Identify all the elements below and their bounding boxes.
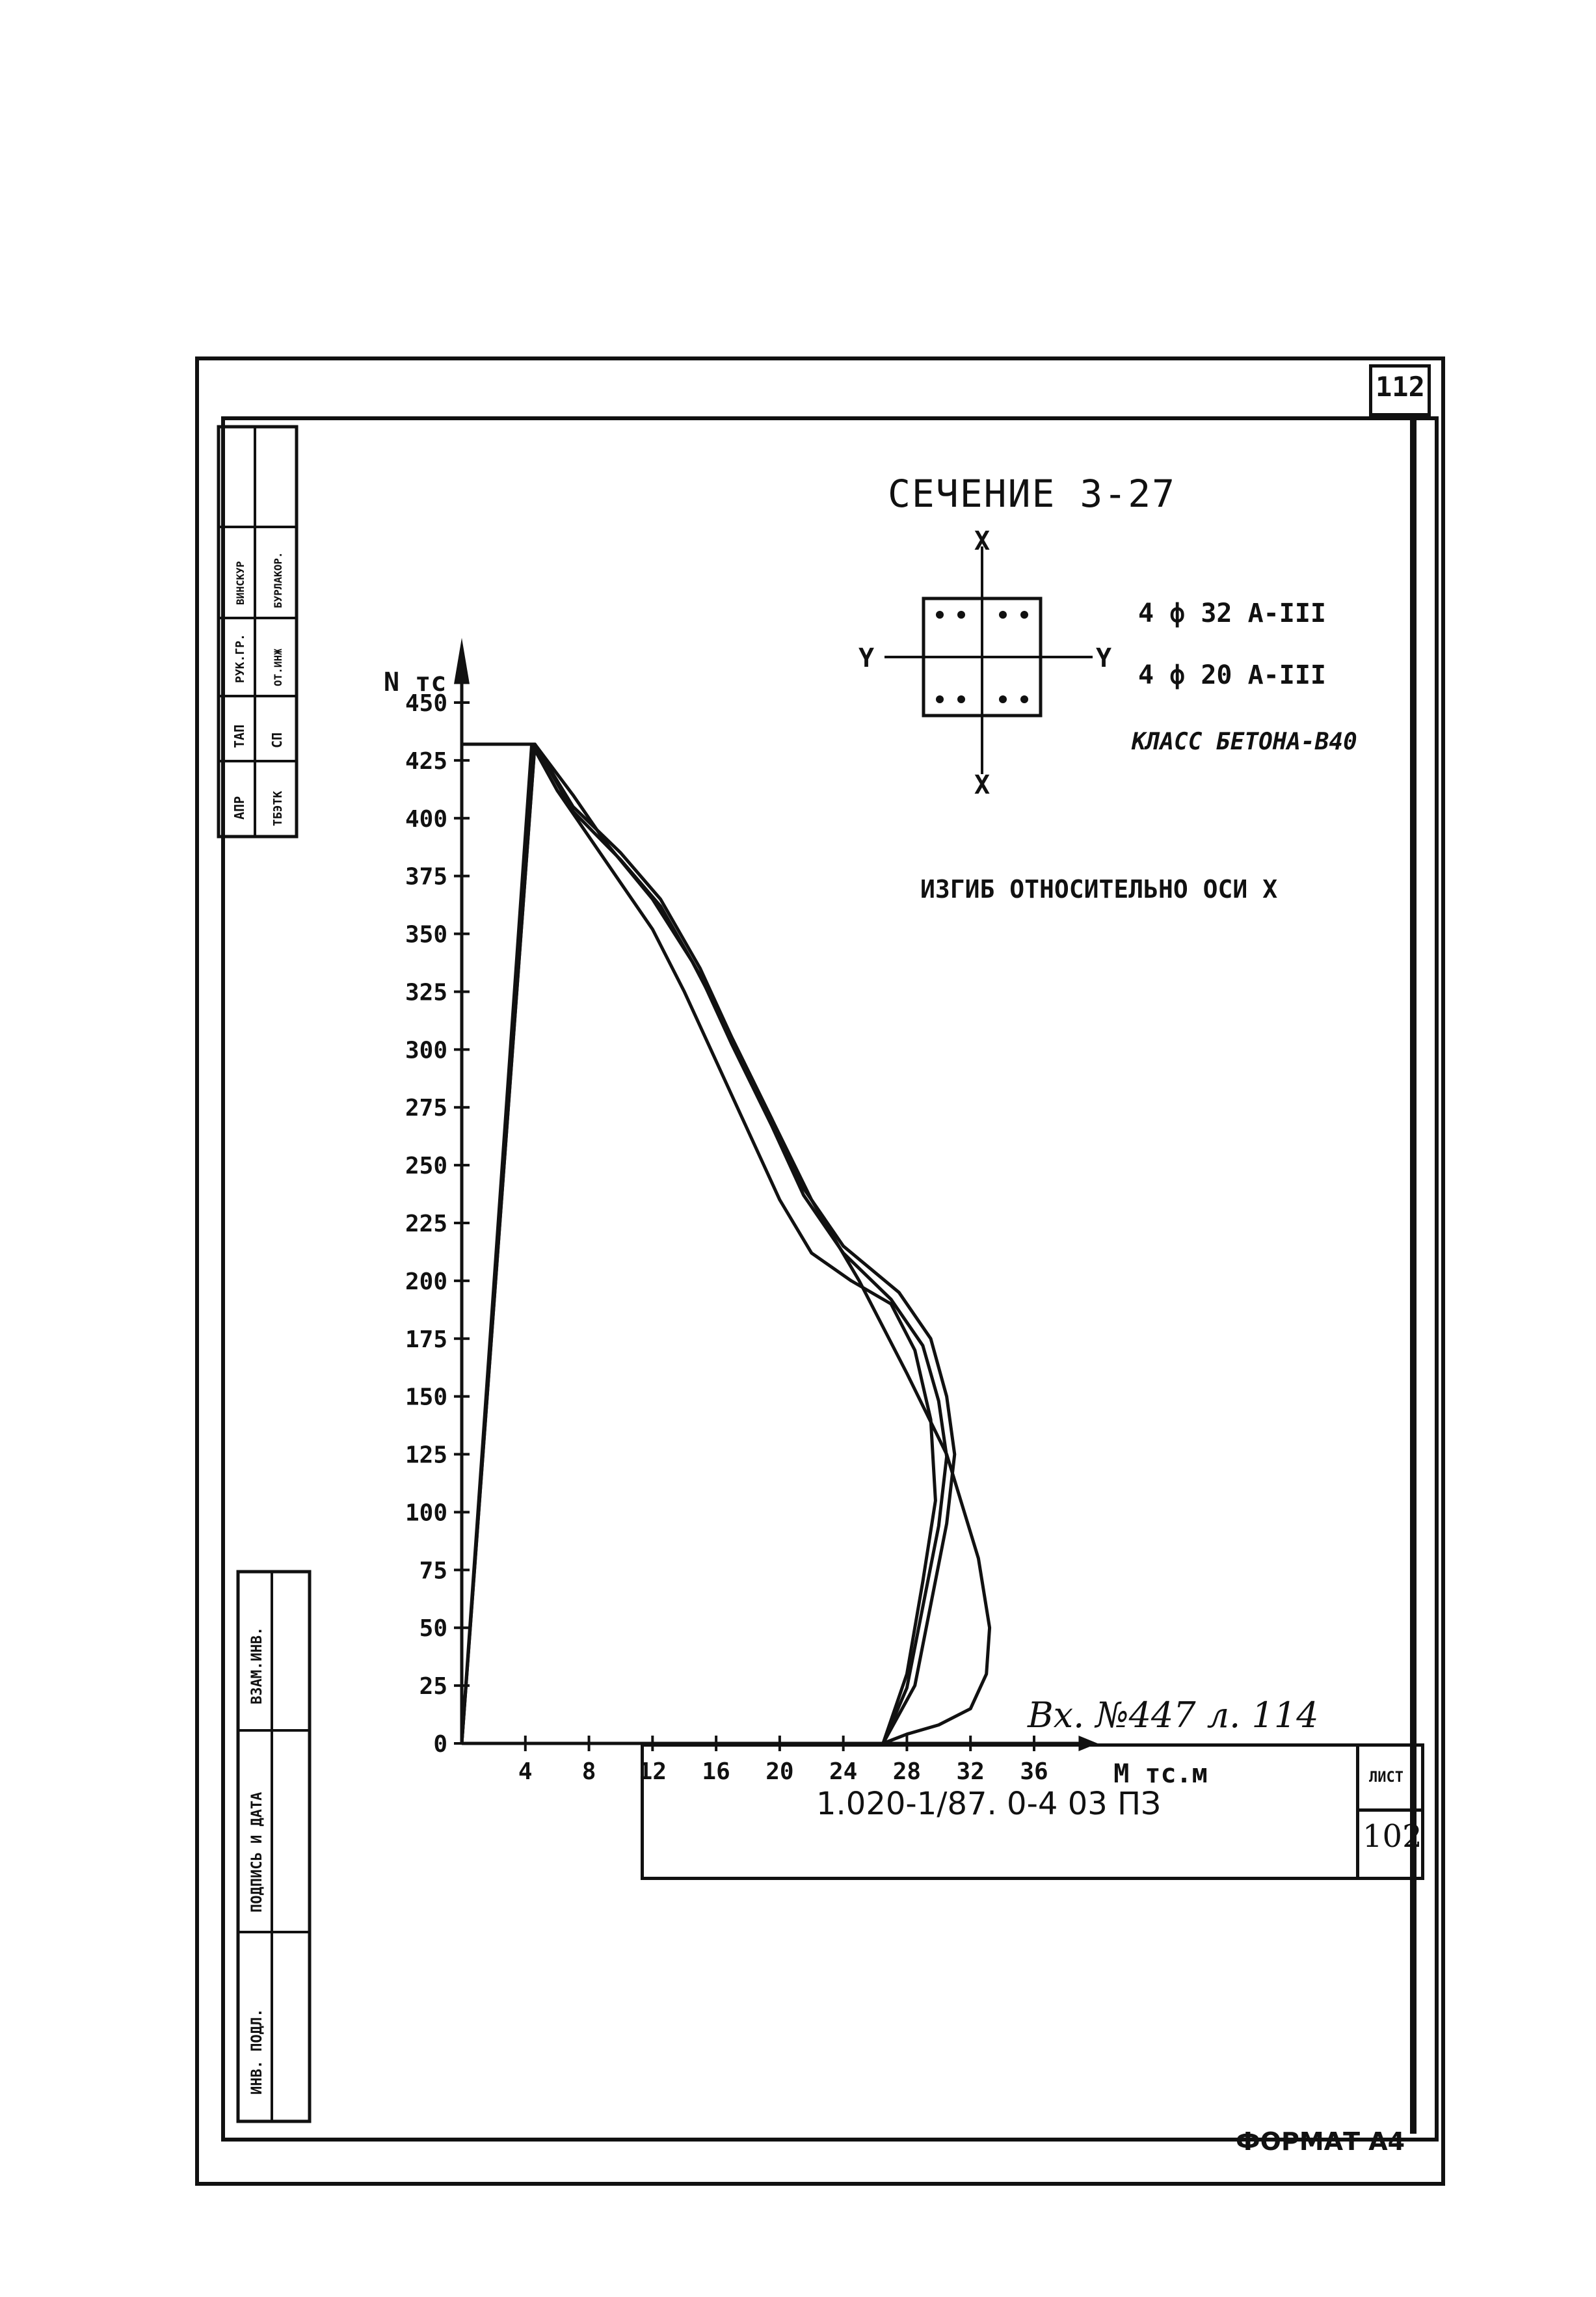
y-axis-arrow	[454, 638, 470, 684]
y-tick-label-1: 25	[419, 1673, 447, 1700]
x-tick-label-1: 8	[581, 1758, 596, 1785]
sheet-label: ЛИСТ	[1369, 1769, 1403, 1786]
series-line-1	[462, 744, 955, 1743]
axis-y-right-label: Y	[1096, 643, 1112, 673]
axis-y-left-label: Y	[858, 643, 875, 673]
bending-note: ИЗГИБ ОТНОСИТЕЛЬНО ОСИ X	[920, 875, 1278, 904]
stamp-bottom-2: ИНВ. ПОДЛ.	[249, 2008, 265, 2095]
stamp-label-7: БУРЛАКОР.	[272, 552, 284, 608]
title-block-sheet-divider	[1356, 1808, 1421, 1812]
series-line-0	[462, 744, 990, 1743]
y-tick-label-2: 50	[419, 1615, 447, 1643]
y-tick-label-4: 100	[405, 1499, 447, 1527]
y-tick-label-13: 325	[405, 979, 447, 1006]
y-tick-label-17: 425	[405, 747, 447, 775]
y-tick-label-9: 225	[405, 1211, 447, 1237]
y-tick-label-15: 375	[405, 863, 447, 891]
handwritten-note: Вх. №447 л. 114	[1028, 1695, 1319, 1736]
x-axis-title: М тс.м	[1113, 1759, 1208, 1789]
x-tick-label-4: 20	[765, 1758, 794, 1785]
y-tick-label-11: 275	[405, 1095, 447, 1122]
stamp-bottom-0: ВЗАМ.ИНВ.	[249, 1626, 265, 1704]
x-tick-label-7: 32	[956, 1758, 985, 1785]
x-tick-label-0: 4	[518, 1758, 533, 1785]
format-label: ФОРМАТ А4	[1236, 2127, 1405, 2156]
y-tick-label-12: 300	[405, 1037, 447, 1064]
concrete-class: КЛАСС БЕТОНА-В40	[1132, 729, 1357, 755]
sheet-number-top: 112	[1376, 371, 1425, 403]
x-tick-label-3: 16	[702, 1758, 730, 1785]
y-tick-label-18: 450	[405, 690, 447, 717]
side-stamp-top	[215, 423, 299, 839]
sheet-number: 102	[1363, 1818, 1422, 1855]
series-line-3	[462, 744, 935, 1743]
reinforcement-1: 4 ф 32 А-III	[1138, 598, 1326, 628]
y-tick-label-0: 0	[433, 1731, 447, 1758]
y-tick-label-14: 350	[405, 921, 447, 948]
y-tick-label-8: 200	[405, 1268, 447, 1295]
stamp-label-3: ВИНСКУР	[234, 561, 246, 605]
stamp-label-1: ТАП	[232, 724, 247, 748]
x-tick-label-5: 24	[829, 1758, 858, 1785]
stamp-label-4: ТБЭТК	[271, 790, 285, 826]
stamp-label-2: РУК.ГР.	[233, 634, 247, 683]
side-stamp-bottom	[234, 1568, 319, 2127]
stamp-bottom-1: ПОДПИСЬ И ДАТА	[249, 1792, 265, 1913]
stamp-label-6: ОТ.ИНЖ	[272, 649, 284, 686]
y-tick-label-10: 250	[405, 1153, 447, 1180]
y-tick-label-16: 400	[405, 805, 447, 833]
reinforcement-2: 4 ф 20 А-III	[1138, 660, 1326, 690]
axis-x-top-label: X	[974, 526, 991, 556]
x-tick-label-8: 36	[1020, 1758, 1048, 1785]
series-line-2	[462, 744, 947, 1743]
x-tick-label-2: 12	[638, 1758, 667, 1785]
y-tick-label-3: 75	[419, 1557, 447, 1585]
y-tick-label-5: 125	[405, 1442, 447, 1469]
y-axis-title: N тс	[384, 667, 447, 698]
axis-x-bottom-label: X	[974, 770, 991, 800]
section-title: СЕЧЕНИЕ 3-27	[888, 472, 1177, 516]
y-tick-label-7: 175	[405, 1326, 447, 1353]
stamp-label-0: АПР	[232, 796, 247, 820]
chart-series	[462, 744, 990, 1743]
y-tick-label-6: 150	[405, 1384, 447, 1411]
document-code: 1.020-1/87. 0-4 03 ПЗ	[816, 1786, 1161, 1822]
x-tick-label-6: 28	[892, 1758, 922, 1785]
stamp-label-5: СП	[269, 732, 285, 748]
chart-axes	[405, 638, 1098, 1785]
